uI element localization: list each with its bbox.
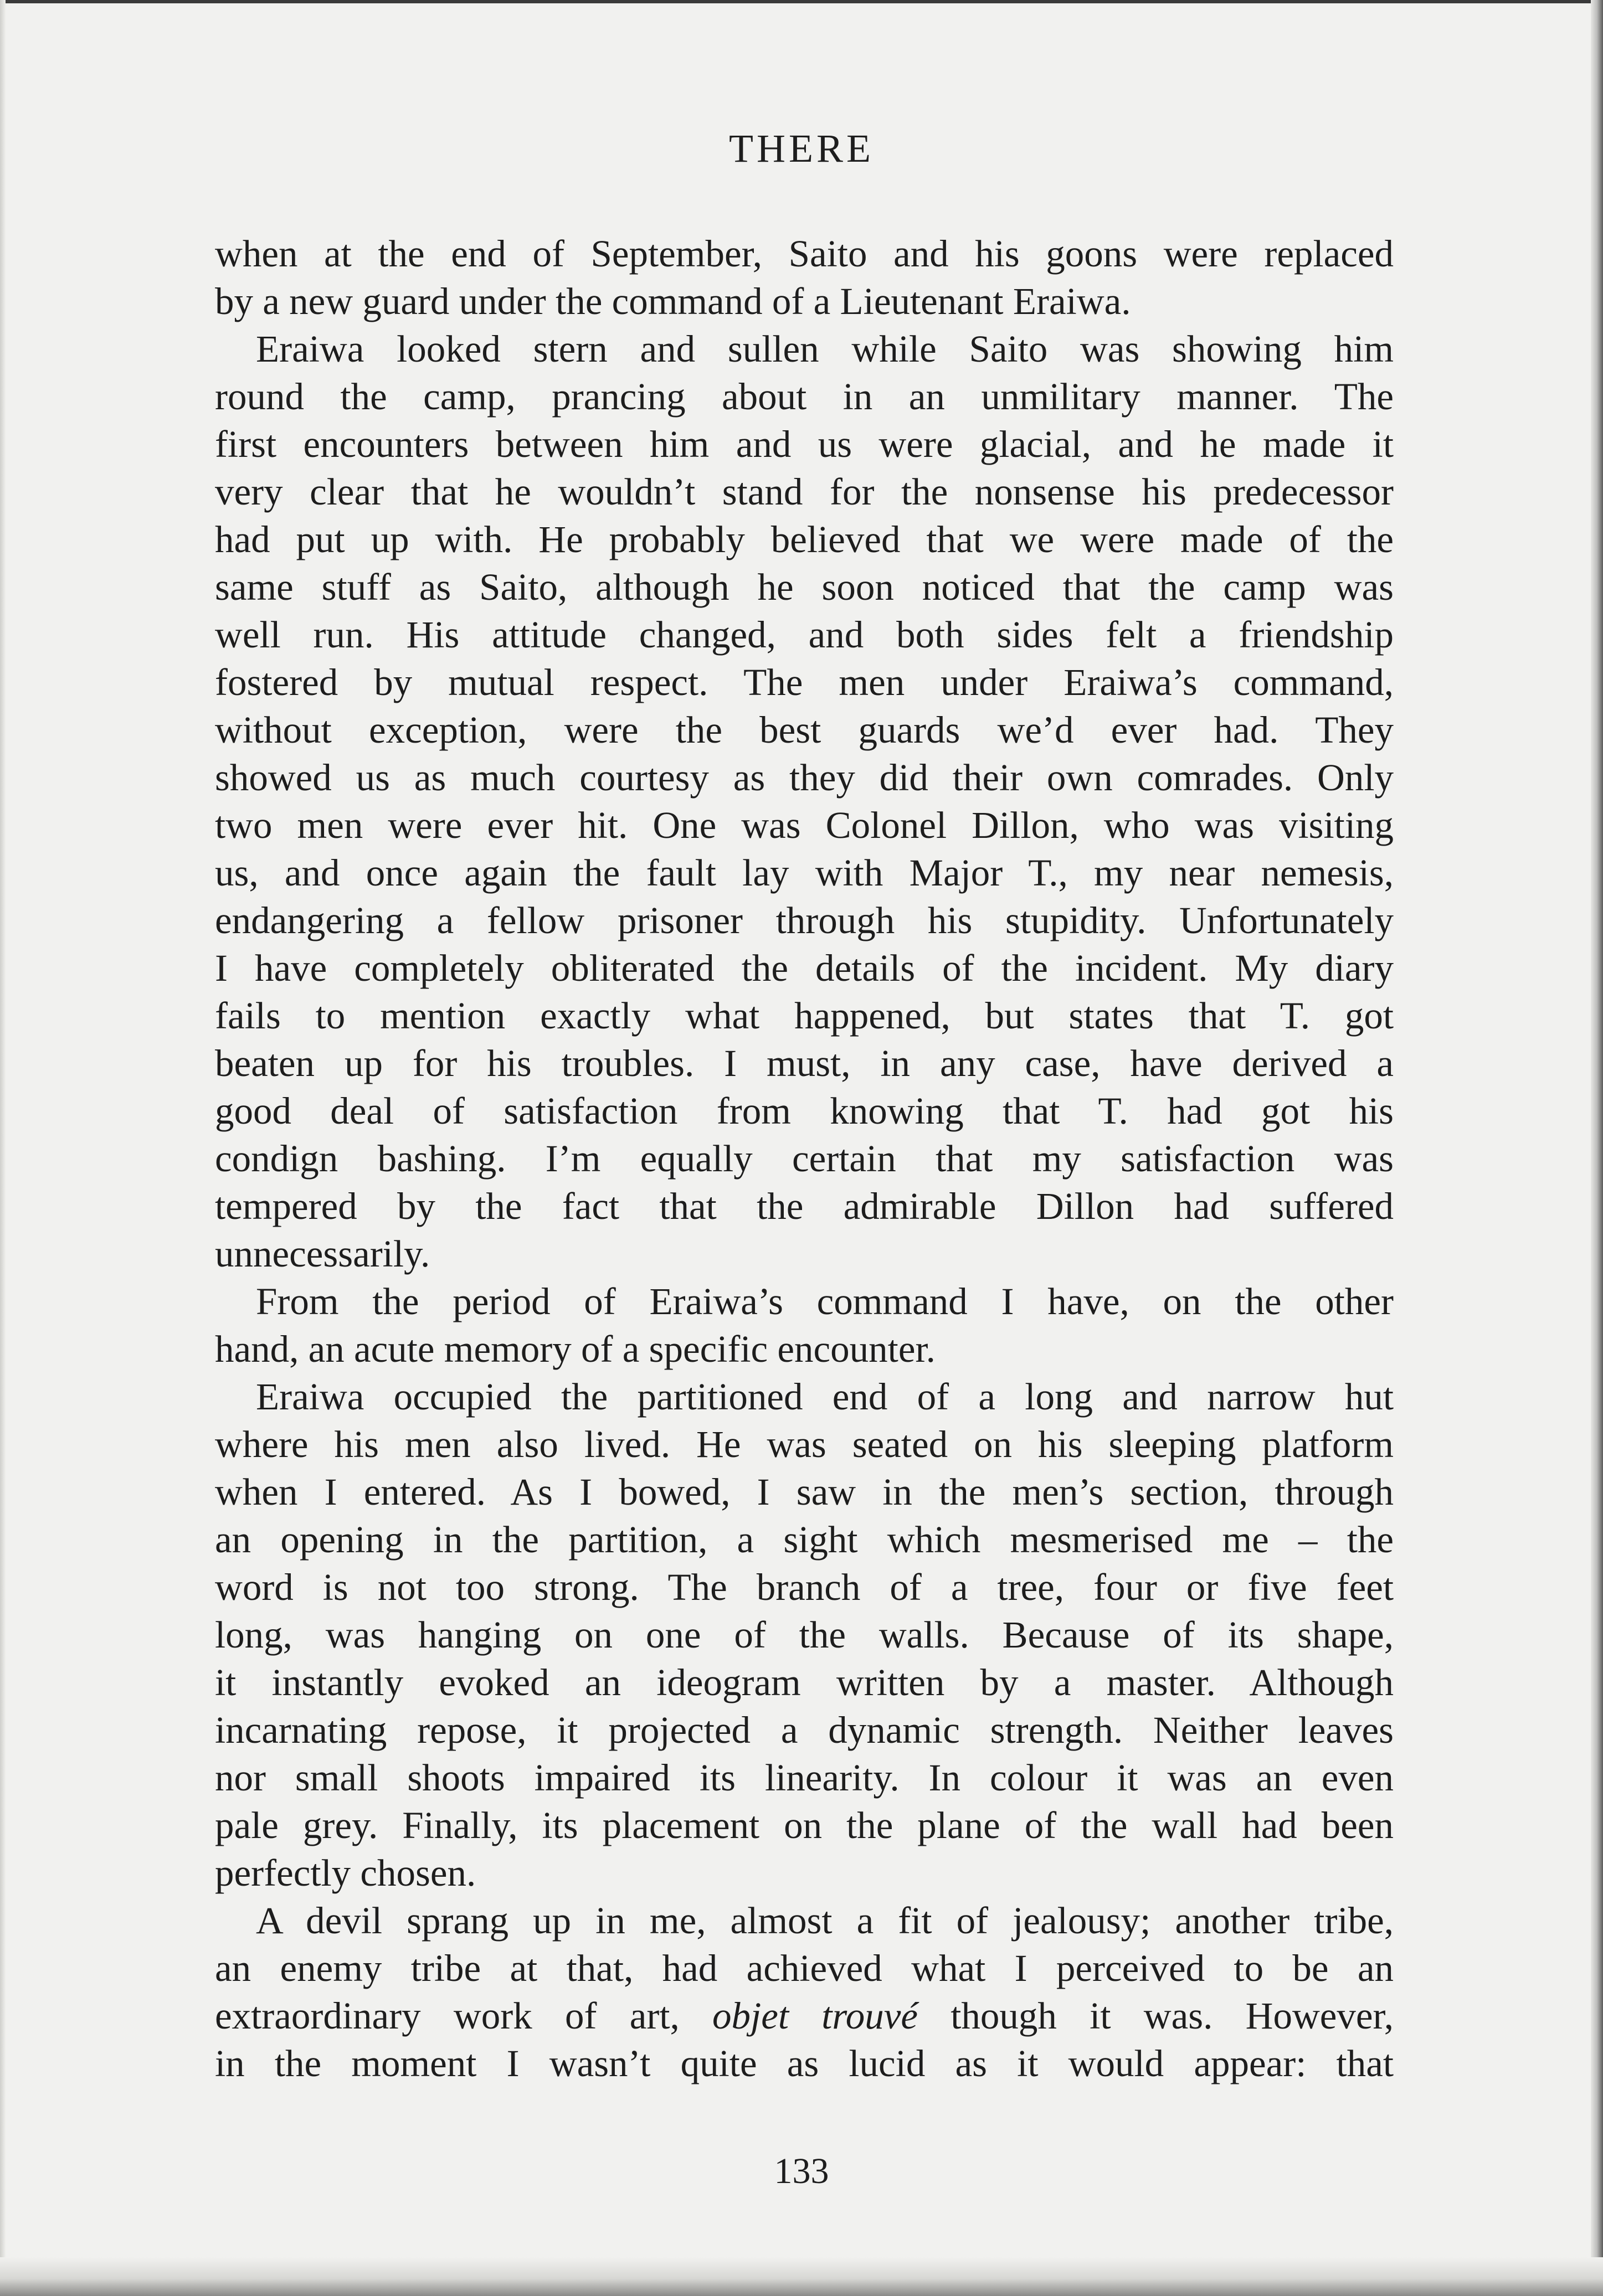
italic-phrase: objet trouvé [712, 1995, 918, 2037]
text-line: first encounters between him and us were glacial, and he made it [215, 423, 1394, 465]
body-text [215, 230, 1394, 2087]
text-line: tempered by the fact that the admirable Dillon had suffered [215, 1185, 1394, 1227]
text-line: endangering a fellow prisoner through his stupidity. Unfortunately [215, 899, 1394, 941]
text-line: it instantly evoked an ideogram written by a master. Although [215, 1661, 1394, 1703]
text-line: fostered by mutual respect. The men under Eraiwa’s command, [215, 661, 1394, 703]
text-line: two men were ever hit. One was Colonel Dillon, who was visiting [215, 804, 1394, 846]
text-line: hand, an acute memory of a specific encounter. [215, 1328, 936, 1370]
text-line: by a new guard under the command of a Lieutenant Eraiwa. [215, 280, 1131, 322]
text-line-with-italic [215, 1992, 1394, 2040]
text-line: long, was hanging on one of the walls. Because of its shape, [215, 1614, 1394, 1656]
text-line: nor small shoots impaired its linearity. In colour it was an even [215, 1757, 1394, 1799]
text-line: had put up with. He probably believed that we were made of the [215, 518, 1394, 560]
text-run: extraordinary work of art, [215, 1995, 713, 2037]
text-line: condign bashing. I’m equally certain that my satisfaction was [215, 1137, 1394, 1180]
text-line: us, and once again the fault lay with Major T., my near nemesis, [215, 852, 1394, 894]
text-line: good deal of satisfaction from knowing that T. had got his [215, 1090, 1394, 1132]
text-line: an opening in the partition, a sight which mesmerised me – the [215, 1518, 1394, 1561]
text-line: pale grey. Finally, its placement on the plane of the wall had been [215, 1804, 1394, 1846]
text-line: well run. His attitude changed, and both sides felt a friendship [215, 614, 1394, 656]
text-line: unnecessarily. [215, 1233, 430, 1275]
page-left-edge [0, 0, 6, 2296]
text-line: word is not too strong. The branch of a tree, four or five feet [215, 1566, 1394, 1608]
text-line: round the camp, prancing about in an unmilitary manner. The [215, 375, 1394, 418]
text-line: where his men also lived. He was seated on his sleeping platform [215, 1423, 1394, 1465]
text-line: A devil sprang up in me, almost a fit of jealousy; another tribe, [256, 1899, 1394, 1942]
text-line: Eraiwa looked stern and sullen while Saito was showing him [256, 328, 1394, 370]
text-line: very clear that he wouldn’t stand for the nonsense his predecessor [215, 471, 1394, 513]
text-line: without exception, were the best guards we’d ever had. They [215, 709, 1394, 751]
text-line: beaten up for his troubles. I must, in any case, have derived a [215, 1042, 1394, 1084]
text-line: when at the end of September, Saito and his goons were replaced [215, 233, 1394, 275]
text-line: showed us as much courtesy as they did their own comrades. Only [215, 756, 1394, 799]
text-line: same stuff as Saito, although he soon noticed that the camp was [215, 566, 1394, 608]
text-line: I have completely obliterated the details of the incident. My diary [215, 947, 1394, 989]
text-line: in the moment I wasn’t quite as lucid as it would appear: that [215, 2042, 1394, 2084]
running-head: THERE [729, 126, 874, 171]
text-line: fails to mention exactly what happened, but states that T. got [215, 995, 1394, 1037]
text-line: Eraiwa occupied the partitioned end of a long and narrow hut [256, 1376, 1394, 1418]
text-line: From the period of Eraiwa’s command I have, on the other [256, 1280, 1394, 1322]
text-line: incarnating repose, it projected a dynamic strength. Neither leaves [215, 1709, 1394, 1751]
text-run: though it was. However, [917, 1995, 1394, 2037]
page-right-edge [1591, 0, 1603, 2296]
page-number: 133 [774, 2151, 829, 2191]
page-bottom-edge [0, 2257, 1603, 2296]
text-line: an enemy tribe at that, had achieved what I perceived to be an [215, 1947, 1394, 1989]
text-line: perfectly chosen. [215, 1852, 476, 1894]
text-line: when I entered. As I bowed, I saw in the men’s section, through [215, 1471, 1394, 1513]
page-top-edge [0, 0, 1603, 3]
